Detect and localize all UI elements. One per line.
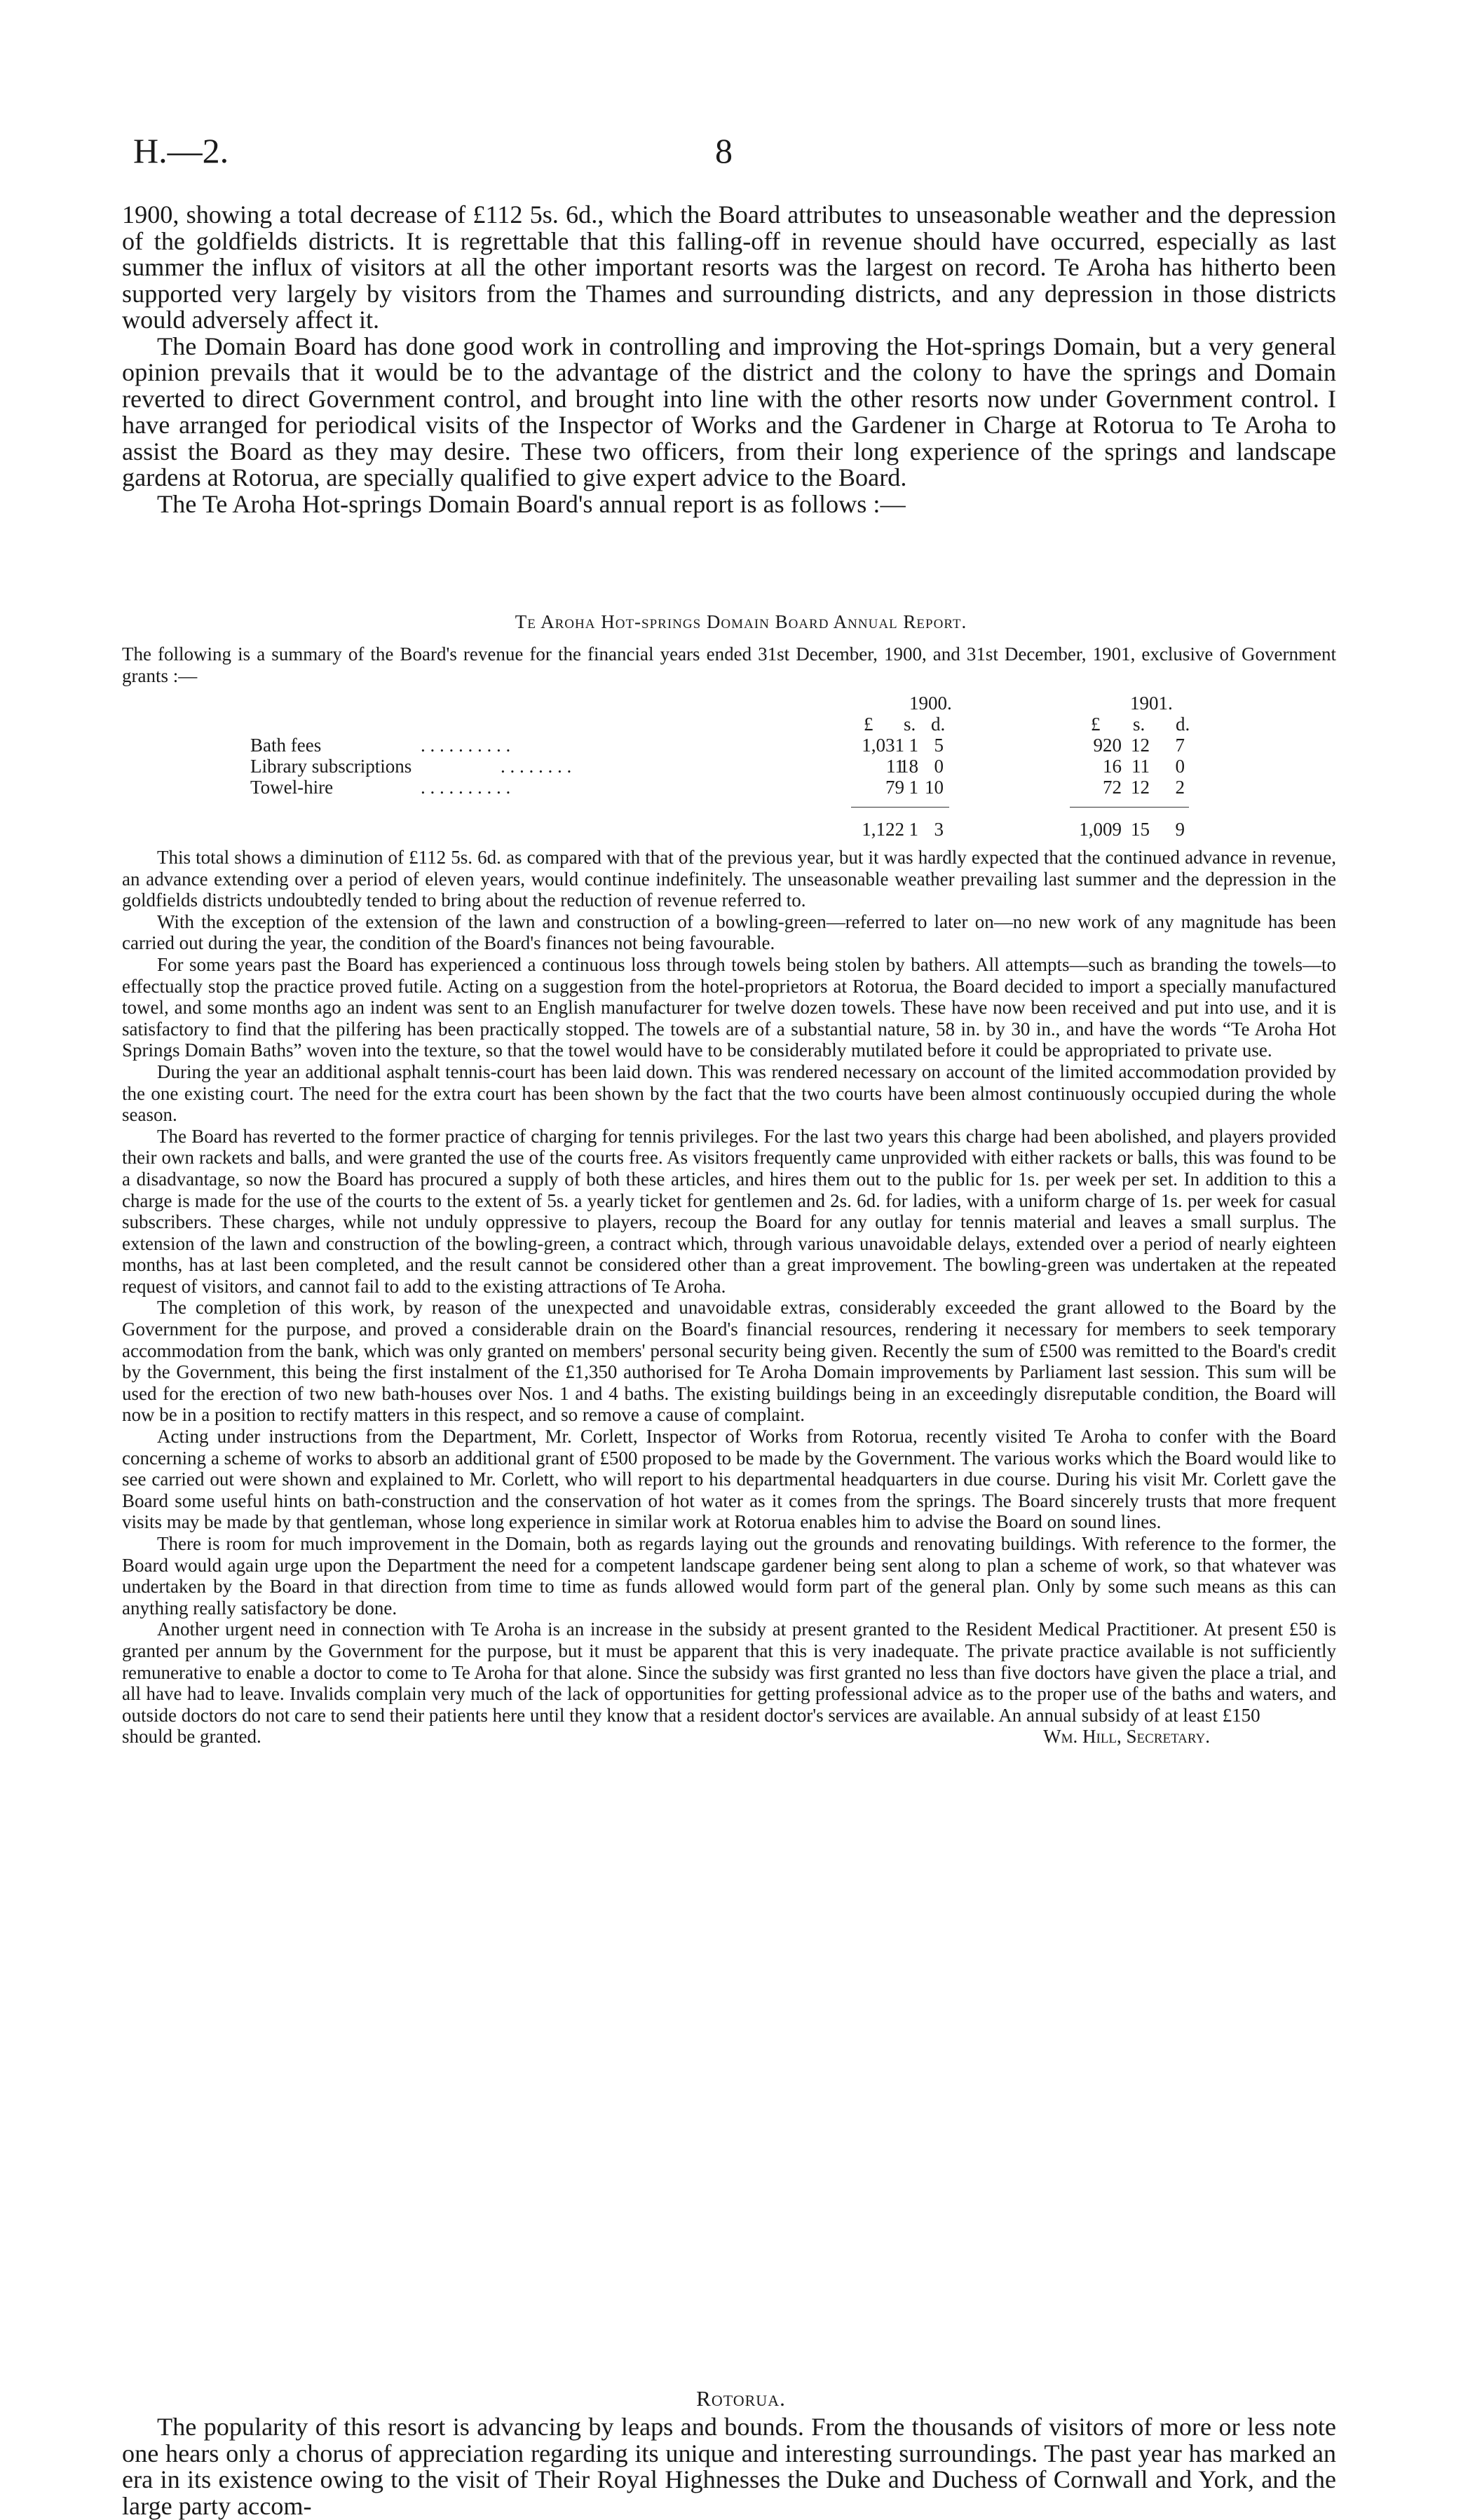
cell-shillings-1900: 18 (899, 756, 918, 777)
shillings-unit: s. (1133, 714, 1146, 735)
cell-pounds-1901: 72 (1103, 777, 1122, 798)
report-title: Te Aroha Hot-springs Domain Board Annual Report. (515, 611, 967, 632)
cell-shillings-1900: 1 (909, 777, 918, 798)
intro-section (122, 202, 1336, 517)
cell-shillings-1900: 1 (909, 735, 918, 756)
cell-pence-1901: 0 (1175, 756, 1185, 777)
cell-pence-1900: 5 (934, 735, 944, 756)
rotorua-section (122, 2414, 1336, 2519)
closing-text: should be granted. (122, 1726, 261, 1748)
cell-pence-1901: 7 (1175, 735, 1185, 756)
report-paragraph: With the exception of the extension of the lawn and construction of a bowling-green—referred to later on—no new work of any magnitude has been carried out during the year, the condition of the Board's finances not being favourable. (122, 911, 1336, 954)
year-1900-header: 1900. (909, 693, 952, 714)
pence-unit: d. (1176, 714, 1190, 735)
total-shillings-1900: 1 (909, 819, 918, 840)
report-paragraph: Another urgent need in connection with Te Aroha is an increase in the subsidy at present granted to the Resident Medical Practitioner. At present £50 is granted per annum by the Government for the purpose, but it must be apparent that this is very inadequate. The private practice available is not sufficiently remunerative to enable a doctor to come to Te Aroha for that alone. Since the subsidy was first granted no less than five doctors have given the place a trial, and all have had to leave. Invalids complain very much of the lack of opportunities for getting professional advice as to the proper use of the baths and waters, and outside doctors do not care to send their patients here until they know that a resident doctor's services are available. An annual subsidy of at least £150 (122, 1619, 1336, 1726)
row-label: Library subscriptions (250, 756, 412, 777)
row-leaders: . . . . . . . . . . (421, 777, 511, 798)
total-pounds-1901: 1,009 (1079, 819, 1122, 840)
report-paragraph: The Board has reverted to the former practice of charging for tennis privileges. For the last two years this charge had been abolished, and players provided their own rackets and balls, and were granted the use of the courts free. As visitors frequently came unprovided with either rackets or balls, this was found to be a disadvantage, so now the Board has procured a supply of both these articles, and hires them out to the public for 1s. per week per set. In addition to this a charge is made for the use of the courts to the extent of 5s. a yearly ticket for gentlemen and 2s. 6d. for ladies, with a uniform charge of 1s. per week for casual subscribers. These charges, while not unduly oppressive to players, recoup the Board for any outlay for tennis material and leaves a small surplus. The extension of the lawn and construction of the bowling-green, a contract which, through various unavoidable delays, extended over a period of nearly eighteen months, has at last been completed, and the result cannot be considered other than a great improvement. The bowling-green was undertaken at the repeated request of visitors, and cannot fail to add to the existing attractions of Te Aroha. (122, 1125, 1336, 1297)
report-paragraph: Acting under instructions from the Department, Mr. Corlett, Inspector of Works from Rotorua, recently visited Te Aroha to confer with the Board concerning a scheme of works to absorb an additional grant of £500 proposed to be made by the Government. The various works which the Board would like to see carried out were shown and explained to Mr. Corlett, who will report to his departmental headquarters in due course. During his visit Mr. Corlett gave the Board some useful hints on bath-construction and the conservation of hot water as it comes from the springs. The Board sincerely trusts that more frequent visits may be made by that gentleman, whose long experience in similar work at Rotorua enables him to advise the Board on sound lines. (122, 1426, 1336, 1533)
cell-shillings-1901: 12 (1131, 735, 1150, 756)
cell-pounds-1900: 1,031 (862, 735, 904, 756)
signature-row (122, 1726, 1336, 1748)
report-body (122, 847, 1336, 1748)
report-paragraph: For some years past the Board has experienced a continuous loss through towels being stolen by bathers. All attempts—such as branding the towels—to effectually stop the practice proved futile. Acting on a suggestion from the hotel-proprietors at Rotorua, the Board decided to import a specially manufactured towel, and some months ago an indent was sent to an English manufacturer for twelve dozen towels. These have now been received and put into use, and it is satisfactory to find that the pilfering has been practically stopped. The towels are of a substantial nature, 58 in. by 30 in., and have the words “Te Aroha Hot Springs Domain Baths” woven into the texture, so that the towel would have to be considerably mutilated before it could be appropriated to private use. (122, 953, 1336, 1061)
cell-shillings-1901: 11 (1131, 756, 1150, 777)
report-paragraph: This total shows a diminution of £112 5s. 6d. as compared with that of the previous year, but it was hardly expected that the continued advance in revenue, an advance extending over a period of eleven years, would continue indefinitely. The unseasonable weather prevailing last summer and the depression in the goldfields districts undoubtedly tended to bring about the reduction of revenue referred to. (122, 847, 1336, 911)
pounds-unit: £ (864, 714, 873, 735)
rotorua-paragraph: The popularity of this resort is advancing by leaps and bounds. From the thousands of visitors of more or less note one hears only a chorus of appreciation regarding its unique and interesting surroundings. The past year has marked an era in its existence owing to the visit of Their Royal Highnesses the Duke and Duchess of Cornwall and York, and the large party accom- (122, 2413, 1336, 2520)
document-reference: H.—2. (133, 131, 229, 170)
report-paragraph: There is room for much improvement in the Domain, both as regards laying out the grounds and renovating buildings. With reference to the former, the Board would again urge upon the Department the need for a competent landscape gardener being sent along to plan a scheme of work, so that whatever was undertaken by the Board in that direction from time to time as funds allowed would form part of the general plan. Only by some such means as this can anything really satisfactory be done. (122, 1533, 1336, 1619)
intro-paragraph: 1900, showing a total decrease of £112 5s. 6d., which the Board attributes to unseasonable weather and the depression of the goldfields districts. It is regrettable that this falling-off in revenue should have occurred, especially as last summer the influx of visitors at all the other important resorts was the largest on record. Te Aroha has hitherto been supported very largely by visitors from the Thames and surrounding districts, and any depression in those districts would adversely affect it. (122, 200, 1336, 334)
total-rule-1901 (1070, 807, 1189, 808)
row-leaders: . . . . . . . . (501, 756, 572, 777)
signature: Wm. Hill, Secretary. (1043, 1726, 1210, 1748)
rotorua-heading: Rotorua. (696, 2386, 786, 2411)
summary-intro (122, 643, 1336, 686)
row-label: Towel-hire (250, 777, 334, 798)
cell-pounds-1901: 920 (1093, 735, 1122, 756)
pence-unit: d. (931, 714, 946, 735)
total-pounds-1900: 1,122 (862, 819, 904, 840)
cell-pence-1900: 10 (925, 777, 944, 798)
shillings-unit: s. (904, 714, 916, 735)
cell-pounds-1900: 11 (886, 756, 904, 777)
row-leaders: . . . . . . . . . . (421, 735, 511, 756)
page-number: 8 (715, 131, 733, 170)
cell-pence-1900: 0 (934, 756, 944, 777)
row-label: Bath fees (250, 735, 322, 756)
intro-paragraph: The Domain Board has done good work in controlling and improving the Hot-springs Domain, but a very general opinion prevails that it would be to the advantage of the district and the colony to have the springs and Domain reverted to direct Government control, and brought into line with the other resorts now under Government control. I have arranged for periodical visits of the Inspector of Works and the Gardener in Charge at Rotorua to Te Aroha to assist the Board as they may desire. These two officers, from their long experience of the springs and landscape gardens at Rotorua, are specially qualified to give expert advice to the Board. (122, 332, 1336, 491)
total-pence-1901: 9 (1175, 819, 1185, 840)
cell-shillings-1901: 12 (1131, 777, 1150, 798)
cell-pence-1901: 2 (1175, 777, 1185, 798)
year-1901-header: 1901. (1130, 693, 1173, 714)
cell-pounds-1901: 16 (1103, 756, 1122, 777)
report-paragraph: During the year an additional asphalt tennis-court has been laid down. This was rendered necessary on account of the limited accommodation provided by the one existing court. The need for the extra court has been shown by the fact that the two courts have been almost continuously occupied during the whole season. (122, 1061, 1336, 1126)
total-shillings-1901: 15 (1131, 819, 1150, 840)
cell-pounds-1900: 79 (885, 777, 904, 798)
summary-intro-text: The following is a summary of the Board's revenue for the financial years ended 31st December, 1900, and 31st December, 1901, exclusive of Government grants :— (122, 643, 1336, 686)
pounds-unit: £ (1091, 714, 1101, 735)
total-pence-1900: 3 (934, 819, 944, 840)
report-paragraph: The completion of this work, by reason of the unexpected and unavoidable extras, considerably exceeded the grant allowed to the Board by the Government for the purpose, and proved a considerable drain on the Board's financial resources, rendering it necessary for members to seek temporary accommodation from the bank, which was only granted on members' personal security being given. Recently the sum of £500 was remitted to the Board's credit by the Government, this being the first instalment of the £1,350 authorised for Te Aroha Domain improvements by Parliament last session. This sum will be used for the erection of two new bath-houses over Nos. 1 and 4 baths. The existing buildings being in an exceedingly disreputable condition, the Board will now be in a position to rectify matters in this respect, and so remove a cause of complaint. (122, 1297, 1336, 1426)
intro-paragraph: The Te Aroha Hot-springs Domain Board's annual report is as follows :— (157, 489, 906, 518)
total-rule-1900 (851, 807, 949, 808)
